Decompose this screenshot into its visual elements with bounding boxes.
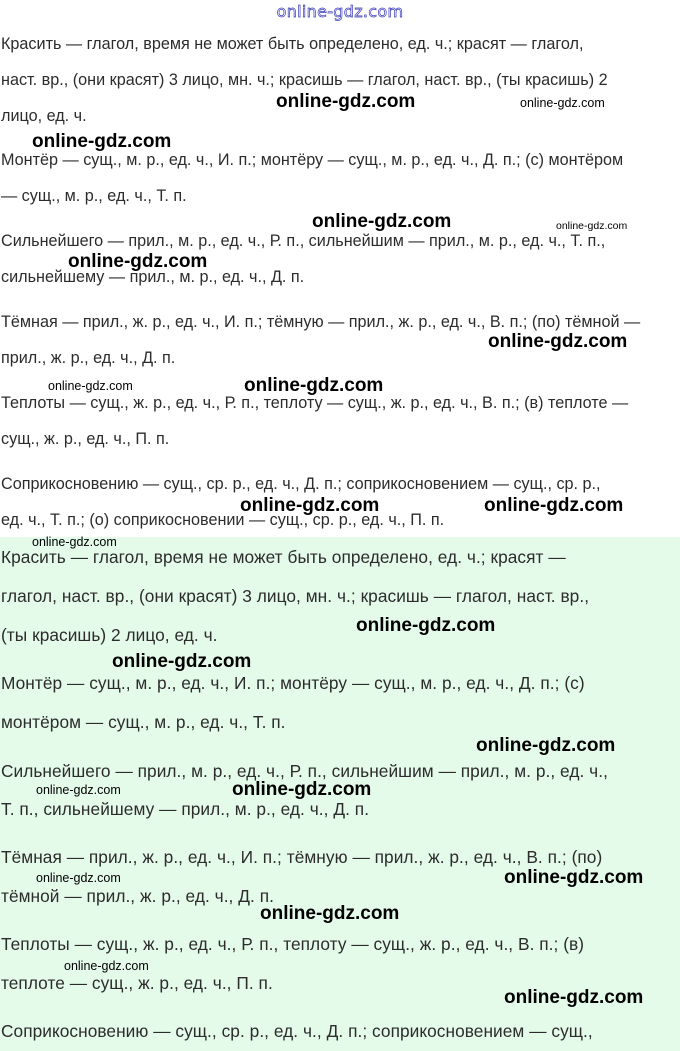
- text-line: тёмной — прил., ж. р., ед. ч., Д. п.: [1, 886, 274, 906]
- header-watermark: online-gdz.com: [276, 2, 404, 21]
- watermark: online-gdz.com: [112, 651, 252, 672]
- watermark: online-gdz.com: [240, 495, 380, 516]
- text-line: Красить — глагол, время не может быть определено, ед. ч.; красят —: [1, 547, 566, 567]
- watermark: online-gdz.com: [356, 615, 496, 636]
- watermark: online-gdz.com: [484, 495, 624, 516]
- watermark: online-gdz.com: [556, 220, 628, 232]
- text-line: сущ., ж. р., ед. ч., П. п.: [1, 430, 170, 448]
- text-line: Тёмная — прил., ж. р., ед. ч., И. п.; тёмную — прил., ж. р., ед. ч., В. п.; (по): [1, 847, 603, 867]
- text-line: — сущ., м. р., ед. ч., Т. п.: [1, 187, 187, 205]
- watermark: online-gdz.com: [276, 91, 416, 112]
- watermark: online-gdz.com: [68, 251, 208, 272]
- watermark: online-gdz.com: [504, 867, 644, 888]
- text-line: Теплоты — сущ., ж. р., ед. ч., Р. п., теплоту — сущ., ж. р., ед. ч., В. п.; (в): [1, 934, 585, 954]
- text-line: Монтёр — сущ., м. р., ед. ч., И. п.; монтёру — сущ., м. р., ед. ч., Д. п.; (с) монтёром: [1, 151, 624, 169]
- text-line: сильнейшему — прил., м. р., ед. ч., Д. п.: [1, 268, 305, 286]
- text-line: Монтёр — сущ., м. р., ед. ч., И. п.; монтёру — сущ., м. р., ед. ч., Д. п.; (с): [1, 673, 585, 693]
- text-line: Сильнейшего — прил., м. р., ед. ч., Р. п., сильнейшим — прил., м. р., ед. ч.,: [1, 761, 608, 781]
- text-line: Соприкосновению — сущ., ср. р., ед. ч., Д. п.; соприкосновением — сущ.,: [1, 1021, 593, 1041]
- watermark: online-gdz.com: [476, 735, 616, 756]
- watermark: online-gdz.com: [32, 535, 117, 549]
- text-line: монтёром — сущ., м. р., ед. ч., Т. п.: [1, 712, 286, 732]
- watermark: online-gdz.com: [48, 379, 133, 393]
- text-line: Соприкосновению — сущ., ср. р., ед. ч., Д. п.; соприкосновением — сущ., ср. р.,: [1, 475, 601, 493]
- text-line: ед. ч., Т. п.; (о) соприкосновении — сущ., ср. р., ед. ч., П. п.: [1, 511, 445, 529]
- watermark: online-gdz.com: [36, 783, 121, 797]
- watermark: online-gdz.com: [64, 959, 149, 973]
- watermark: online-gdz.com: [36, 871, 121, 885]
- watermark: online-gdz.com: [232, 779, 372, 800]
- watermark: online-gdz.com: [32, 131, 172, 152]
- text-line: Т. п., сильнейшему — прил., м. р., ед. ч., Д. п.: [1, 799, 370, 819]
- watermark: online-gdz.com: [488, 331, 628, 352]
- text-line: глагол, наст. вр., (они красят) 3 лицо, мн. ч.; красишь — глагол, наст. вр.,: [1, 586, 590, 606]
- text-line: Красить — глагол, время не может быть определено, ед. ч.; красят — глагол,: [1, 35, 584, 53]
- text-line: Тёмная — прил., ж. р., ед. ч., И. п.; тёмную — прил., ж. р., ед. ч., В. п.; (по) тёмной —: [1, 313, 641, 331]
- text-line: теплоте — сущ., ж. р., ед. ч., П. п.: [1, 973, 273, 993]
- watermark: online-gdz.com: [260, 903, 400, 924]
- text-line: Сильнейшего — прил., м. р., ед. ч., Р. п., сильнейшим — прил., м. р., ед. ч., Т. п.,: [1, 232, 606, 250]
- text-line: прил., ж. р., ед. ч., Д. п.: [1, 349, 176, 367]
- text-line: Теплоты — сущ., ж. р., ед. ч., Р. п., теплоту — сущ., ж. р., ед. ч., В. п.; (в) теплоте —: [1, 394, 629, 412]
- text-line: лицо, ед. ч.: [1, 107, 87, 125]
- watermark: online-gdz.com: [244, 375, 384, 396]
- watermark: online-gdz.com: [504, 987, 644, 1008]
- watermark: online-gdz.com: [312, 211, 452, 232]
- text-line: (ты красишь) 2 лицо, ед. ч.: [1, 625, 218, 645]
- text-line: наст. вр., (они красят) 3 лицо, мн. ч.; красишь — глагол, наст. вр., (ты красишь) 2: [1, 71, 608, 89]
- watermark: online-gdz.com: [520, 96, 605, 110]
